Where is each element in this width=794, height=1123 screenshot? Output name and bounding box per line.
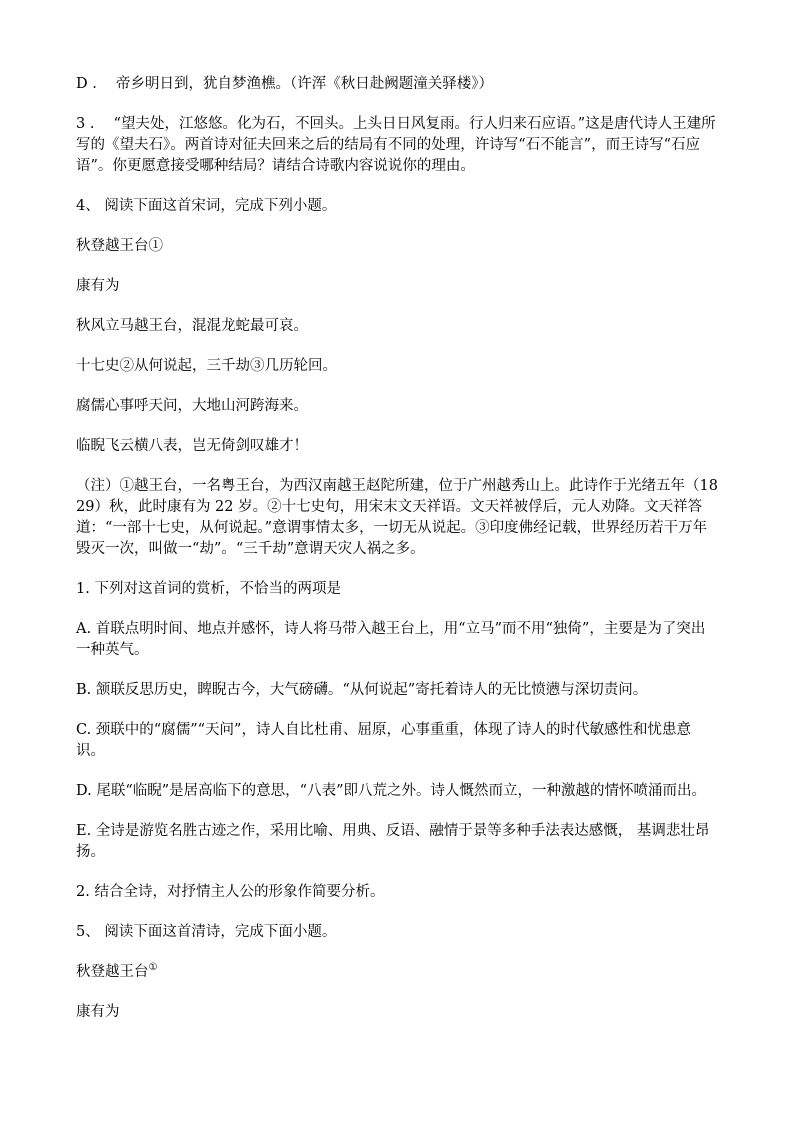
- poem-title-2-note: ①: [148, 962, 158, 974]
- question-5-heading: 5、 阅读下面这首清诗，完成下面小题。: [76, 924, 337, 940]
- option-a: A. 首联点明时间、地点并感怀，诗人将马带入越王台上，用“立马”而不用“独倚”，主要是为了突出一种英气。: [76, 621, 706, 658]
- option-b: B. 颔联反思历史，睥睨古今，大气磅礴。“从何说起”寄托着诗人的无比愤懑与深切责问。: [76, 682, 648, 698]
- poem-line-2: 十七史②从何说起，三千劫③几历轮回。: [76, 358, 337, 374]
- poem-notes: （注）①越王台，一名粤王台，为西汉南越王赵陀所建，位于广州越秀山上。此诗作于光绪五年（1829）秋，此时康有为 22 岁。②十七史句，用宋末文天祥语。文天祥被俘后，元人劝降。文天祥答道：“一部十七史，从何说起。”意谓事情太多，一切无从说起。③印度佛经记载，世界经历若干万年毁灭一次，叫做一“劫”。“三千劫”意谓天灾人祸之多。: [76, 478, 718, 557]
- poem-line-1: 秋风立马越王台，混混龙蛇最可哀。: [76, 318, 308, 334]
- document-page: [76, 74, 718, 1042]
- option-d: D. 尾联“临睨”是居高临下的意思，“八表”即八荒之外。诗人慨然而立，一种激越的情怀喷涌而出。: [76, 783, 706, 799]
- poem-title: 秋登越王台①: [76, 238, 163, 254]
- poem-author: 康有为: [76, 278, 120, 294]
- option-e: E. 全诗是游览名胜古迹之作，采用比喻、用典、反语、融情于景等多种手法表达感慨， 基调悲壮昂扬。: [76, 823, 710, 860]
- question-3: 3 . “望夫处，江悠悠。化为石，不回头。上头日日风复雨。行人归来石应语。”这是唐代诗人王建所写的《望夫石》。两首诗对征夫回来之后的结局有不同的处理，许诗写“石不能言”，而王诗写“石应语”。你更愿意接受哪种结局？请结合诗歌内容说说你的理由。: [76, 116, 716, 174]
- option-d-prev: D . 帝乡明日到，犹自梦渔樵。（许浑《秋日赴阙题潼关驿楼》）: [76, 76, 493, 92]
- question-4-heading: 4、 阅读下面这首宋词，完成下列小题。: [76, 198, 337, 214]
- poem-title-2: [76, 962, 718, 983]
- poem-line-3: 腐儒心事呼天问，大地山河跨海来。: [76, 398, 308, 414]
- poem-line-4: 临睨飞云横八表，岂无倚剑叹雄才！: [76, 438, 308, 454]
- poem-author-2: 康有为: [76, 1004, 120, 1020]
- subquestion-2: 2. 结合全诗，对抒情主人公的形象作简要分析。: [76, 884, 385, 900]
- subquestion-1: 1. 下列对这首词的赏析，不恰当的两项是: [76, 581, 341, 597]
- option-c: C. 颈联中的“腐儒”“天问”，诗人自比杜甫、屈原，心事重重，体现了诗人的时代敏感性和忧患意识。: [76, 722, 691, 759]
- poem-title-2-text: 秋登越王台: [76, 964, 149, 980]
